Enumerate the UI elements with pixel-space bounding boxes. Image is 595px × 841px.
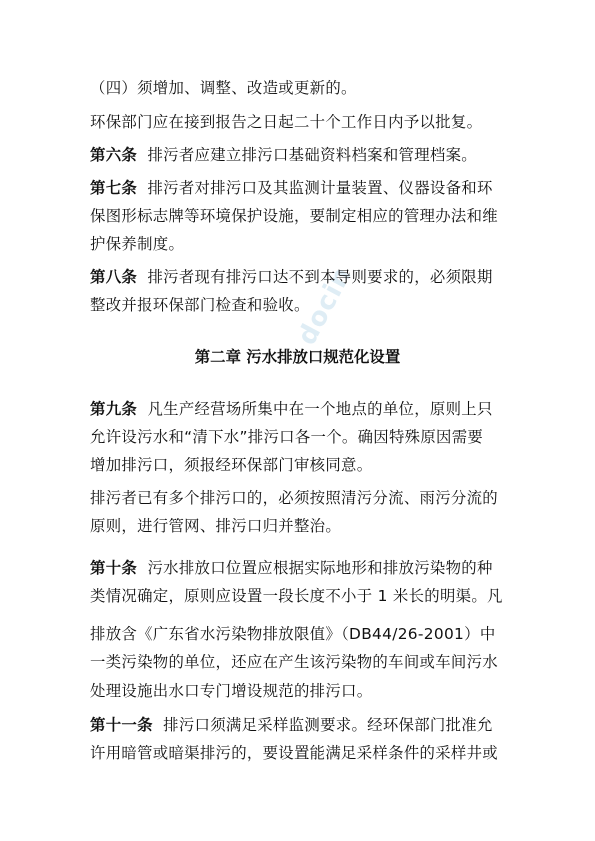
text-line bbox=[90, 516, 341, 536]
chapter-heading: 第二章 污水排放口规范化设置 bbox=[194, 348, 401, 366]
line-text: 污水排放口位置应根据实际地形和排放污染物的种 bbox=[147, 559, 493, 577]
text-line bbox=[90, 743, 498, 763]
line-text: 整改并报环保部门检查和验收。 bbox=[90, 296, 310, 314]
article-7 bbox=[90, 178, 493, 198]
line-text: 排污者现有排污口达不到本导则要求的，必须限期 bbox=[147, 268, 493, 286]
line-text: 处理设施出水口专门增设规范的排污口。 bbox=[90, 682, 373, 700]
article-9 bbox=[90, 399, 493, 419]
text-line bbox=[90, 427, 483, 447]
line-text: 护保养制度。 bbox=[90, 235, 185, 253]
line-text: 一类污染物的单位，还应在产生该污染物的车间或车间污水 bbox=[90, 653, 498, 671]
line-text: 增加排污口，须报经环保部门审核同意。 bbox=[90, 456, 373, 474]
text-line bbox=[90, 234, 184, 254]
article-number: 第七条 bbox=[90, 179, 138, 197]
text-line bbox=[90, 206, 498, 226]
line-text: 许用暗管或暗渠排污的，要设置能满足采样条件的采样井或 bbox=[90, 744, 498, 762]
line-text: 保图形标志牌等环境保护设施，要制定相应的管理办法和维 bbox=[90, 207, 498, 225]
text-line bbox=[90, 78, 357, 98]
article-8 bbox=[90, 267, 493, 287]
line-text: 排污者已有多个排污口的，必须按照清污分流、雨污分流的 bbox=[90, 489, 498, 507]
text-line bbox=[90, 488, 498, 508]
line-text: 排放含《广东省水污染物排放限值》（DB44/26-2001）中 bbox=[90, 625, 496, 643]
line-text: 凡生产经营场所集中在一个地点的单位，原则上只 bbox=[147, 400, 493, 418]
line-text: 环保部门应在接到报告之日起二十个工作日内予以批复。 bbox=[90, 113, 483, 131]
article-11 bbox=[90, 715, 493, 735]
docin-watermark: docin bbox=[292, 261, 359, 351]
line-text: 类情况确定，原则应设置一段长度不小于 1 米长的明渠。凡 bbox=[90, 587, 503, 605]
line-text: 排污者应建立排污口基础资料档案和管理档案。 bbox=[147, 146, 477, 164]
article-number: 第八条 bbox=[90, 268, 138, 286]
line-text: 原则，进行管网、排污口归并整治。 bbox=[90, 517, 342, 535]
article-number: 第九条 bbox=[90, 400, 138, 418]
text-line bbox=[90, 295, 310, 315]
text-line bbox=[90, 681, 372, 701]
text-line bbox=[90, 586, 503, 606]
text-line bbox=[90, 652, 498, 672]
article-number: 第六条 bbox=[90, 146, 138, 164]
line-text: 排污者对排污口及其监测计量装置、仪器设备和环 bbox=[147, 179, 493, 197]
article-10 bbox=[90, 558, 493, 578]
text-line bbox=[90, 455, 372, 475]
line-text: 排污口须满足采样监测要求。经环保部门批准允 bbox=[163, 716, 493, 734]
article-6 bbox=[90, 145, 477, 165]
article-number: 第十条 bbox=[90, 559, 138, 577]
line-text: 允许设污水和“清下水”排污口各一个。确因特殊原因需要 bbox=[90, 428, 484, 446]
line-text: （四）须增加、调整、改造或更新的。 bbox=[90, 79, 357, 97]
article-number: 第十一条 bbox=[90, 716, 153, 734]
text-line bbox=[90, 624, 496, 644]
text-line bbox=[90, 112, 482, 132]
